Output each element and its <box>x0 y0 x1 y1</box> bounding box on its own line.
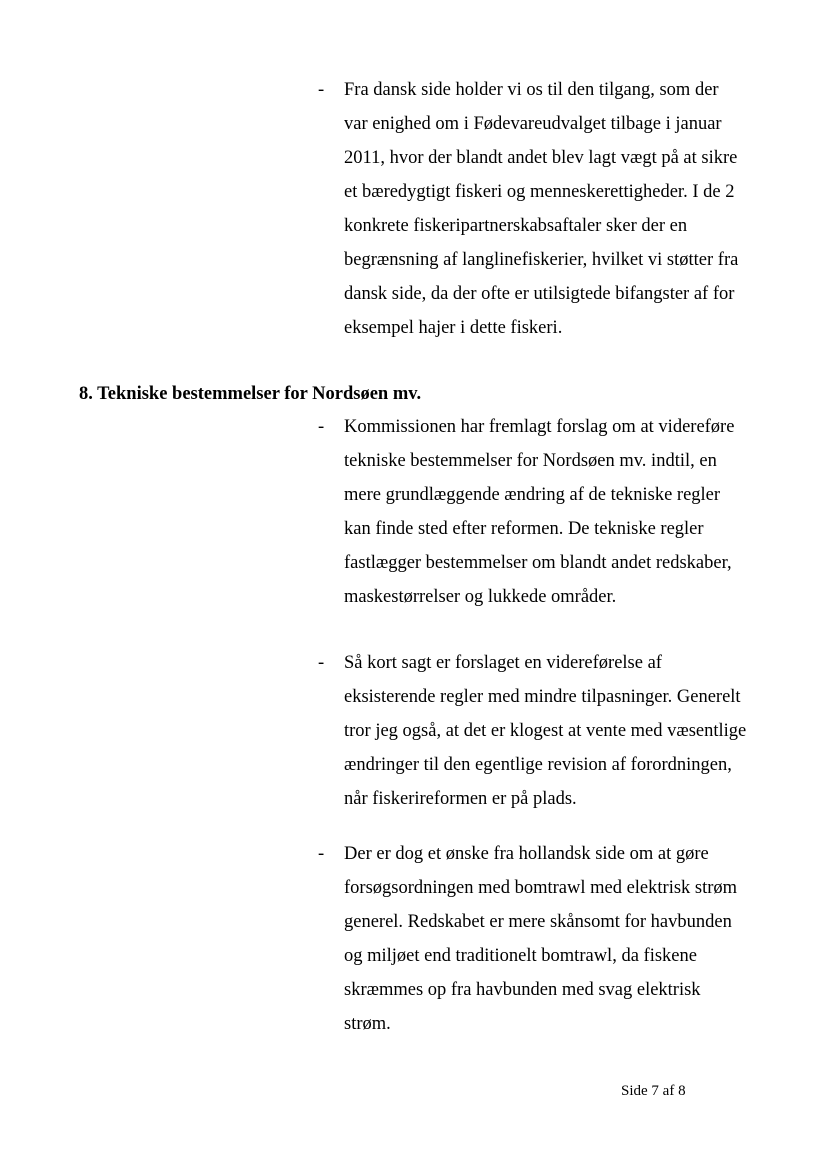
text-line: skræmmes op fra havbunden med svag elektrisk <box>344 980 701 1000</box>
text-line: Kommissionen har fremlagt forslag om at videreføre <box>344 417 735 437</box>
text-line: var enighed om i Fødevareudvalget tilbage i januar <box>344 114 722 134</box>
text-line: et bæredygtigt fiskeri og menneskerettigheder. I de 2 <box>344 182 735 202</box>
bullet-text <box>344 73 776 345</box>
bullet-text <box>344 837 776 1041</box>
text-line: Fra dansk side holder vi os til den tilgang, som der <box>344 80 719 100</box>
bullet-text <box>344 646 776 816</box>
text-line: kan finde sted efter reformen. De tekniske regler <box>344 519 704 539</box>
text-line: begrænsning af langlinefiskerier, hvilket vi støtter fra <box>344 250 739 270</box>
section-heading: 8. Tekniske bestemmelser for Nordsøen mv. <box>79 384 422 404</box>
text-line: mere grundlæggende ændring af de tekniske regler <box>344 485 721 505</box>
bullet-dash: - <box>318 653 325 673</box>
bullet-dash: - <box>318 844 325 864</box>
text-line: konkrete fiskeripartnerskabsaftaler sker der en <box>344 216 688 236</box>
text-line: Der er dog et ønske fra hollandsk side om at gøre <box>344 844 709 864</box>
text-line: 2011, hvor der blandt andet blev lagt vægt på at sikre <box>344 148 738 168</box>
text-line: og miljøet end traditionelt bomtrawl, da fiskene <box>344 946 697 966</box>
text-line: strøm. <box>344 1014 391 1034</box>
text-line: tekniske bestemmelser for Nordsøen mv. indtil, en <box>344 451 717 471</box>
text-line: maskestørrelser og lukkede områder. <box>344 587 617 607</box>
text-line: fastlægger bestemmelser om blandt andet redskaber, <box>344 553 732 573</box>
text-line: eksempel hajer i dette fiskeri. <box>344 318 563 338</box>
text-line: Så kort sagt er forslaget en videreførelse af <box>344 653 662 673</box>
bullet-text <box>344 410 776 614</box>
text-line: ændringer til den egentlige revision af forordningen, <box>344 755 732 775</box>
bullet-dash: - <box>318 417 325 437</box>
text-line: generel. Redskabet er mere skånsomt for havbunden <box>344 912 732 932</box>
text-line: når fiskerireformen er på plads. <box>344 789 577 809</box>
bullet-dash: - <box>318 80 325 100</box>
page-number: Side 7 af 8 <box>621 1083 686 1099</box>
text-line: forsøgsordningen med bomtrawl med elektrisk strøm <box>344 878 738 898</box>
text-line: tror jeg også, at det er klogest at vente med væsentlige <box>344 721 747 741</box>
text-line: dansk side, da der ofte er utilsigtede bifangster af for <box>344 284 735 304</box>
text-line: eksisterende regler med mindre tilpasninger. Generelt <box>344 687 741 707</box>
